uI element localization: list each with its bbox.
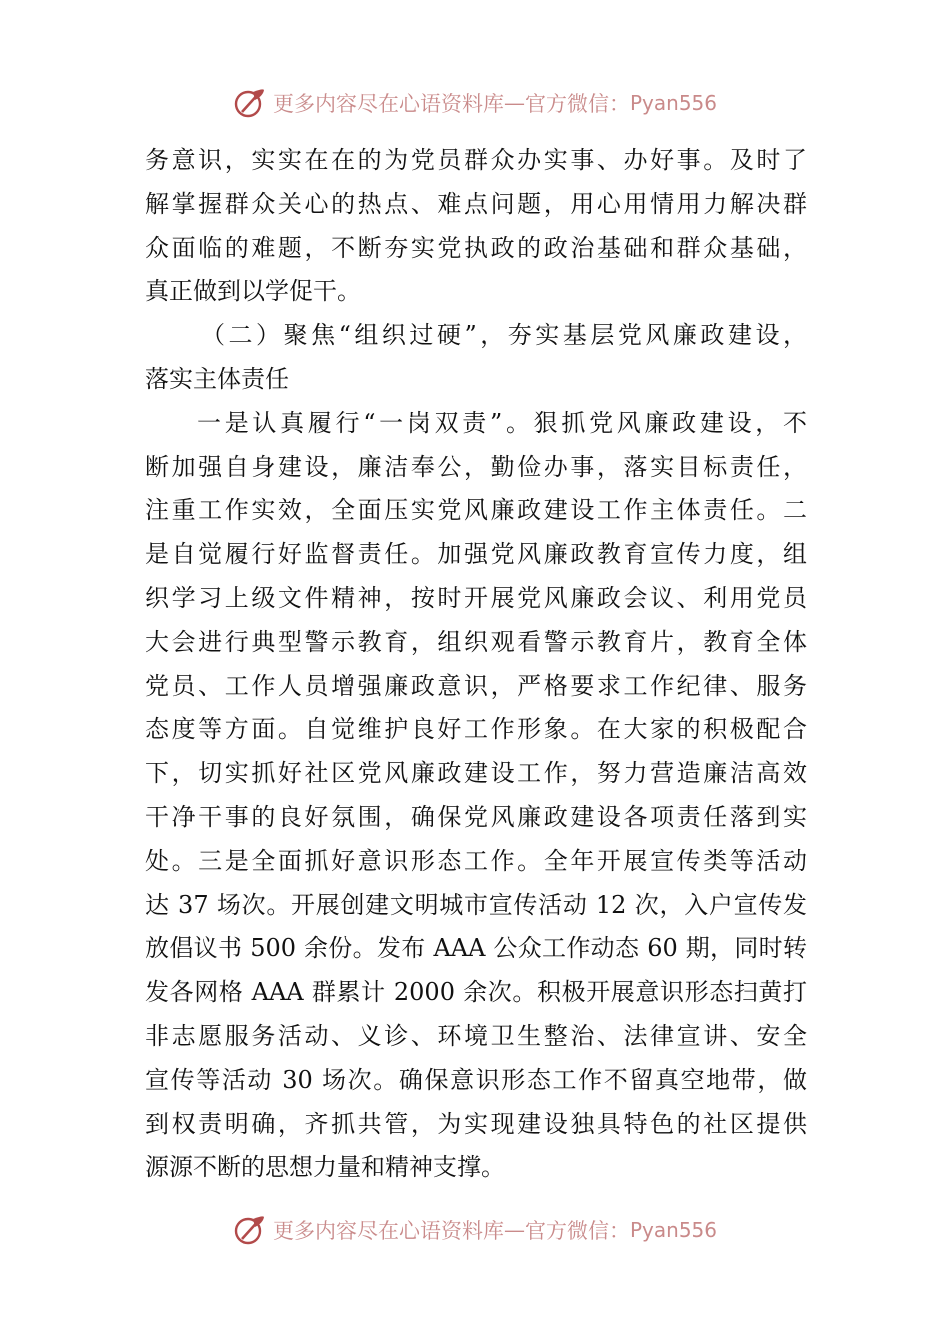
header-banner — [0, 83, 950, 123]
section-heading-line: 落实主体责任 — [145, 364, 289, 393]
text-line: 发各网格 AAA 群累计 2000 余次。积极开展意识形态扫黄打 — [145, 978, 807, 1007]
footer-banner — [0, 1210, 950, 1250]
header-banner-dash: — — [503, 91, 525, 115]
header-banner-label: 官方微信： — [524, 92, 630, 116]
text-line: 织学习上级文件精神，按时开展党风廉政会议、利用党员 — [145, 583, 807, 612]
quill-logo-icon — [233, 86, 267, 120]
footer-banner-id: Pyan556 — [629, 1218, 717, 1242]
text-line: 众面临的难题，不断夯实党执政的政治基础和群众基础， — [145, 233, 807, 262]
text-line: 大会进行典型警示教育，组织观看警示教育片，教育全体 — [145, 627, 807, 656]
text-line: 放倡议书 500 余份。发布 AAA 公众工作动态 60 期，同时转 — [145, 934, 807, 963]
text-line: 是自觉履行好监督责任。加强党风廉政教育宣传力度，组 — [145, 540, 807, 569]
text-line: 源源不断的思想力量和精神支撑。 — [145, 1153, 505, 1182]
text-line: 非志愿服务活动、义诊、环境卫生整治、法律宣讲、安全 — [145, 1021, 807, 1050]
text-line: 务意识，实实在在的为党员群众办实事、办好事。及时了 — [145, 146, 807, 174]
footer-banner-label: 官方微信： — [524, 1219, 630, 1243]
text-line: 处。三是全面抓好意识形态工作。全年开展宣传类等活动 — [145, 846, 807, 875]
text-line: 下，切实抓好社区党风廉政建设工作，努力营造廉洁高效 — [145, 759, 807, 788]
text-line: 断加强自身建设，廉洁奉公，勤俭办事，落实目标责任， — [145, 452, 807, 481]
text-line: 到权责明确，齐抓共管，为实现建设独具特色的社区提供 — [145, 1109, 807, 1138]
footer-banner-dash: — — [503, 1218, 525, 1242]
header-banner-id: Pyan556 — [629, 91, 717, 115]
quill-logo-icon — [233, 1213, 267, 1247]
text-line: 达 37 场次。开展创建文明城市宣传活动 12 次，入户宣传发 — [145, 890, 807, 919]
section-heading-line: （二）聚焦“组织过硬”，夯实基层党风廉政建设， — [201, 321, 807, 350]
text-line: 态度等方面。自觉维护良好工作形象。在大家的积极配合 — [145, 715, 807, 744]
header-banner-text: 更多内容尽在心语资料库 — [272, 92, 504, 116]
text-line: 注重工作实效，全面压实党风廉政建设工作主体责任。二 — [145, 496, 807, 525]
text-line: 干净干事的良好氛围，确保党风廉政建设各项责任落到实 — [145, 802, 807, 831]
text-line: 真正做到以学促干。 — [145, 277, 361, 306]
text-line: 解掌握群众关心的热点、难点问题，用心用情用力解决群 — [145, 189, 807, 218]
text-line: 宣传等活动 30 场次。确保意识形态工作不留真空地带，做 — [145, 1065, 807, 1094]
footer-banner-text: 更多内容尽在心语资料库 — [272, 1219, 504, 1243]
body-text — [145, 139, 807, 1190]
text-line: 一是认真履行“一岗双责”。狠抓党风廉政建设，不 — [197, 408, 807, 437]
text-line: 党员、工作人员增强廉政意识，严格要求工作纪律、服务 — [145, 671, 807, 700]
